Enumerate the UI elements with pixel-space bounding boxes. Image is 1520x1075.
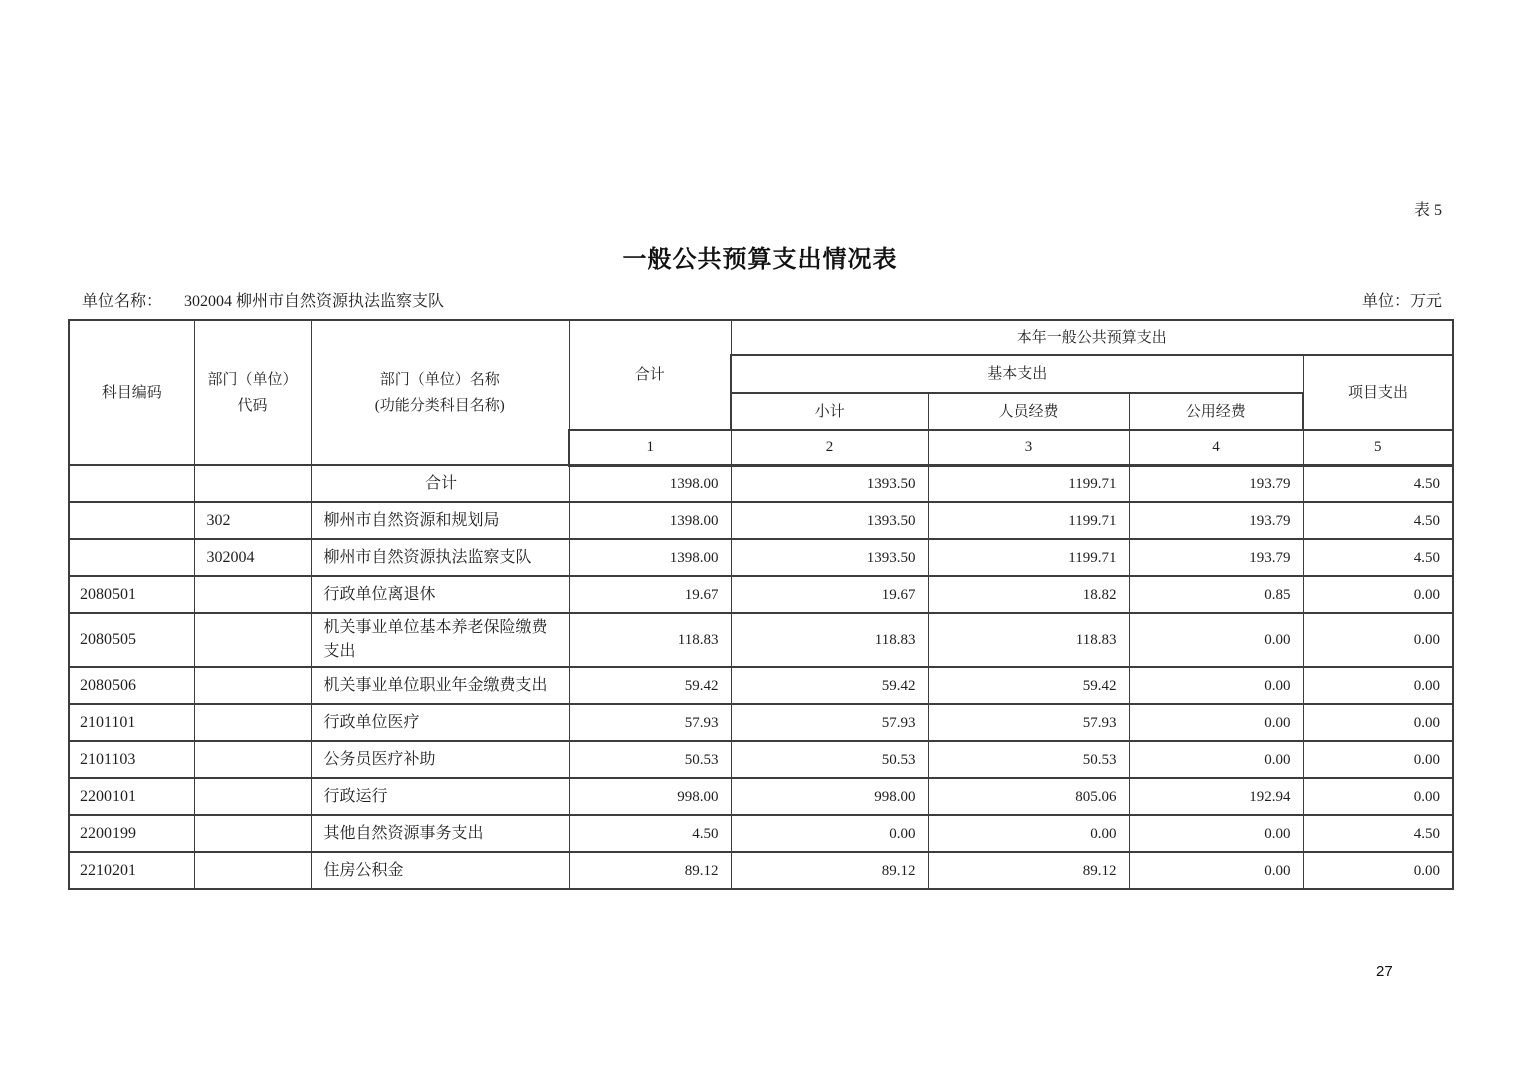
table-body bbox=[69, 465, 1453, 889]
cell-total: 89.12 bbox=[569, 852, 731, 889]
page-title: 一般公共预算支出情况表 bbox=[622, 247, 898, 273]
cell-public-funds: 192.94 bbox=[1129, 778, 1303, 815]
cell-total: 57.93 bbox=[569, 704, 731, 741]
header-col-number-1: 1 bbox=[569, 430, 731, 465]
cell-subject-code: 2101101 bbox=[69, 704, 194, 741]
page-number: 27 bbox=[1376, 963, 1393, 980]
table-row bbox=[69, 778, 1453, 815]
sheet-label: 表 5 bbox=[1413, 202, 1442, 219]
cell-subject-code: 2080506 bbox=[69, 667, 194, 704]
cell-name: 行政单位离退休 bbox=[311, 576, 569, 613]
cell-name: 住房公积金 bbox=[311, 852, 569, 889]
header-project: 项目支出 bbox=[1303, 355, 1453, 430]
table-row bbox=[69, 704, 1453, 741]
cell-subject-code: 2080505 bbox=[69, 613, 194, 667]
cell-name: 其他自然资源事务支出 bbox=[311, 815, 569, 852]
table-row bbox=[69, 741, 1453, 778]
header-col-number-2: 2 bbox=[731, 430, 928, 465]
cell-public-funds: 0.00 bbox=[1129, 613, 1303, 667]
cell-name: 行政运行 bbox=[311, 778, 569, 815]
cell-dept-code bbox=[194, 613, 311, 667]
cell-project: 0.00 bbox=[1303, 613, 1453, 667]
cell-personnel: 805.06 bbox=[928, 778, 1129, 815]
cell-name: 合计 bbox=[311, 465, 569, 502]
cell-name: 公务员医疗补助 bbox=[311, 741, 569, 778]
header-basic-span: 基本支出 bbox=[731, 355, 1303, 393]
header-dept-name-line2: (功能分类科目名称) bbox=[374, 397, 505, 414]
table-row bbox=[69, 502, 1453, 539]
cell-project: 4.50 bbox=[1303, 539, 1453, 576]
cell-name: 机关事业单位职业年金缴费支出 bbox=[311, 667, 569, 704]
cell-subject-code: 2101103 bbox=[69, 741, 194, 778]
unit-name-label: 单位名称： bbox=[82, 293, 163, 310]
cell-project: 0.00 bbox=[1303, 576, 1453, 613]
cell-public-funds: 0.00 bbox=[1129, 852, 1303, 889]
unit-name-value: 302004 柳州市自然资源执法监察支队 bbox=[184, 293, 445, 310]
header-dept-code bbox=[194, 320, 311, 465]
cell-public-funds: 0.00 bbox=[1129, 667, 1303, 704]
cell-project: 0.00 bbox=[1303, 741, 1453, 778]
cell-personnel: 59.42 bbox=[928, 667, 1129, 704]
cell-name: 行政单位医疗 bbox=[311, 704, 569, 741]
header-total: 合计 bbox=[569, 320, 731, 430]
header-dept-code-line2: 代码 bbox=[237, 397, 268, 414]
cell-subtotal: 118.83 bbox=[731, 613, 928, 667]
cell-public-funds: 193.79 bbox=[1129, 502, 1303, 539]
cell-dept-code bbox=[194, 852, 311, 889]
cell-dept-code bbox=[194, 778, 311, 815]
cell-subject-code bbox=[69, 539, 194, 576]
cell-subtotal: 50.53 bbox=[731, 741, 928, 778]
table-row bbox=[69, 465, 1453, 502]
cell-personnel: 1199.71 bbox=[928, 502, 1129, 539]
cell-project: 0.00 bbox=[1303, 778, 1453, 815]
cell-subtotal: 59.42 bbox=[731, 667, 928, 704]
header-subtotal: 小计 bbox=[731, 393, 928, 430]
cell-subject-code bbox=[69, 502, 194, 539]
cell-subject-code: 2200101 bbox=[69, 778, 194, 815]
header-current-year-span: 本年一般公共预算支出 bbox=[731, 320, 1453, 355]
unit-label: 单位：万元 bbox=[1361, 293, 1442, 310]
cell-subject-code bbox=[69, 465, 194, 502]
table-header bbox=[69, 320, 1453, 465]
cell-total: 4.50 bbox=[569, 815, 731, 852]
table-row bbox=[69, 815, 1453, 852]
cell-subtotal: 0.00 bbox=[731, 815, 928, 852]
table-row bbox=[69, 667, 1453, 704]
table-row bbox=[69, 539, 1453, 576]
meta-row bbox=[82, 288, 1442, 311]
header-col-number-3: 3 bbox=[928, 430, 1129, 465]
cell-total: 1398.00 bbox=[569, 539, 731, 576]
cell-dept-code bbox=[194, 704, 311, 741]
header-dept-name bbox=[311, 320, 569, 465]
cell-public-funds: 193.79 bbox=[1129, 539, 1303, 576]
cell-public-funds: 0.00 bbox=[1129, 741, 1303, 778]
cell-total: 59.42 bbox=[569, 667, 731, 704]
cell-total: 998.00 bbox=[569, 778, 731, 815]
cell-subtotal: 1393.50 bbox=[731, 465, 928, 502]
cell-project: 4.50 bbox=[1303, 465, 1453, 502]
table-row bbox=[69, 613, 1453, 667]
cell-name: 柳州市自然资源执法监察支队 bbox=[311, 539, 569, 576]
cell-total: 50.53 bbox=[569, 741, 731, 778]
cell-personnel: 118.83 bbox=[928, 613, 1129, 667]
cell-subtotal: 998.00 bbox=[731, 778, 928, 815]
cell-personnel: 89.12 bbox=[928, 852, 1129, 889]
cell-dept-code: 302004 bbox=[194, 539, 311, 576]
cell-name: 柳州市自然资源和规划局 bbox=[311, 502, 569, 539]
cell-personnel: 1199.71 bbox=[928, 539, 1129, 576]
cell-subtotal: 19.67 bbox=[731, 576, 928, 613]
cell-subtotal: 1393.50 bbox=[731, 539, 928, 576]
header-public-funds: 公用经费 bbox=[1129, 393, 1303, 430]
cell-public-funds: 193.79 bbox=[1129, 465, 1303, 502]
cell-dept-code bbox=[194, 465, 311, 502]
cell-public-funds: 0.00 bbox=[1129, 704, 1303, 741]
cell-personnel: 0.00 bbox=[928, 815, 1129, 852]
cell-total: 19.67 bbox=[569, 576, 731, 613]
cell-dept-code bbox=[194, 667, 311, 704]
table-row bbox=[69, 852, 1453, 889]
cell-subtotal: 57.93 bbox=[731, 704, 928, 741]
cell-project: 0.00 bbox=[1303, 852, 1453, 889]
cell-name: 机关事业单位基本养老保险缴费支出 bbox=[311, 613, 569, 667]
header-personnel: 人员经费 bbox=[928, 393, 1129, 430]
cell-personnel: 18.82 bbox=[928, 576, 1129, 613]
cell-public-funds: 0.85 bbox=[1129, 576, 1303, 613]
cell-subtotal: 1393.50 bbox=[731, 502, 928, 539]
cell-subtotal: 89.12 bbox=[731, 852, 928, 889]
table-row bbox=[69, 576, 1453, 613]
cell-dept-code bbox=[194, 815, 311, 852]
cell-total: 1398.00 bbox=[569, 502, 731, 539]
cell-personnel: 50.53 bbox=[928, 741, 1129, 778]
cell-public-funds: 0.00 bbox=[1129, 815, 1303, 852]
cell-subject-code: 2200199 bbox=[69, 815, 194, 852]
cell-total: 118.83 bbox=[569, 613, 731, 667]
cell-personnel: 57.93 bbox=[928, 704, 1129, 741]
cell-dept-code bbox=[194, 576, 311, 613]
header-row-1 bbox=[69, 320, 1453, 355]
budget-expenditure-table bbox=[68, 319, 1454, 890]
cell-project: 4.50 bbox=[1303, 815, 1453, 852]
cell-total: 1398.00 bbox=[569, 465, 731, 502]
cell-project: 4.50 bbox=[1303, 502, 1453, 539]
cell-subject-code: 2080501 bbox=[69, 576, 194, 613]
cell-project: 0.00 bbox=[1303, 704, 1453, 741]
header-dept-name-line1: 部门（单位）名称 bbox=[379, 371, 500, 388]
cell-project: 0.00 bbox=[1303, 667, 1453, 704]
unit-name-line bbox=[82, 288, 444, 311]
header-col-number-4: 4 bbox=[1129, 430, 1303, 465]
cell-personnel: 1199.71 bbox=[928, 465, 1129, 502]
cell-dept-code bbox=[194, 741, 311, 778]
header-col-number-5: 5 bbox=[1303, 430, 1453, 465]
header-subject-code: 科目编码 bbox=[69, 320, 194, 465]
cell-subject-code: 2210201 bbox=[69, 852, 194, 889]
header-dept-code-line1: 部门（单位） bbox=[207, 371, 298, 388]
cell-dept-code: 302 bbox=[194, 502, 311, 539]
